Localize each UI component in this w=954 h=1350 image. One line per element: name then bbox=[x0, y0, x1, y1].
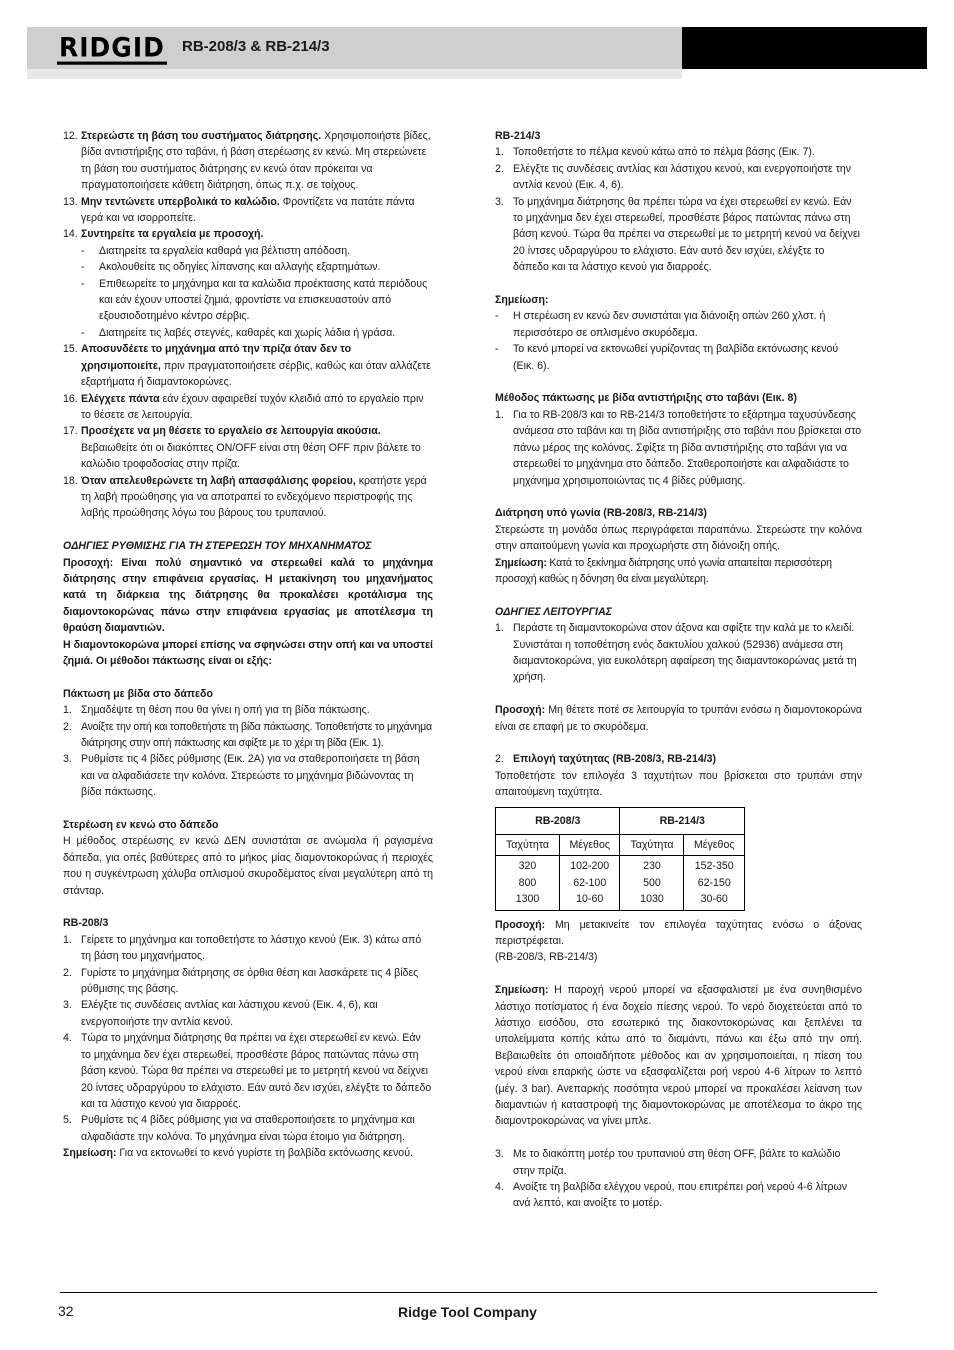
header-black-band bbox=[682, 27, 927, 69]
list-item: 2. Γυρίστε το μηχάνημα διάτρησης σε όρθια θέση και λασκάρετε τις 4 βίδες ρύθμισης της βάσης. bbox=[63, 966, 419, 996]
note: Σημείωση: Για να εκτονωθεί το κενό γυρίστε τη βαλβίδα εκτόνωσης κενού. bbox=[63, 1147, 413, 1160]
warning-text: Η διαμοντοκορώνα μπορεί επίσης να σφηνώσει στην οπή και να υποστεί ζημιά. Οι μέθοδοι πάκτωσης είναι οι εξής: bbox=[63, 638, 433, 667]
list-item: 12. Στερεώστε τη βάση του συστήματος διάτρησης. Χρησιμοποιήστε βίδες, βίδα αντιστήριξης στο ταβάνι, ή βάση στερέωσης εν κενώ. Μη στερεώνετε τη βάση του συστήματος διάτρησης εν κενώ όταν πρόκειται να πραγματοποιήσετε κάθετη διάτρηση, όπως π.χ. σε τοίχους. bbox=[63, 130, 431, 192]
subsection-heading: Στερέωση εν κενώ στο δάπεδο bbox=[63, 819, 219, 832]
list-item: 1. Για το RB-208/3 και το RB-214/3 τοποθετήστε το εξάρτημα ταχυσύνδεσης ανάμεσα στο ταβάνι και τη βίδα αντιστήριξης στο ταβάνι που βρίσκεται στο πάνω μέρος της κολόνας. Σφίξτε τη βίδα αντιστήριξης στο ταβάνι για να στερεωθεί το μηχάνημα στο δάπεδο. Σταθεροποιήστε και αλφαδιάστε το μηχάνημα χρησιμοποιώντας τις 4 βίδες ρύθμισης. bbox=[495, 408, 862, 487]
table-cell: 320 800 1300 bbox=[496, 856, 560, 910]
table-row bbox=[496, 856, 745, 910]
dash-item: - Το κενό μπορεί να εκτονωθεί γυρίζοντας τη βαλβίδα εκτόνωσης κενού (Εικ. 6). bbox=[495, 343, 839, 372]
page-header bbox=[27, 27, 927, 69]
caution: Προσοχή: Μη μετακινείτε τον επιλογέα ταχύτητας ενόσω ο άξονας περιστρέφεται. bbox=[495, 918, 862, 947]
table-cell: 102-200 62-100 10-60 bbox=[559, 856, 620, 910]
list-item: 1. Περάστε τη διαμαντοκορώνα στον άξονα και σφίξτε την καλά με το κλειδί. Συνιστάται η τοποθέτηση ενός δακτυλίου χαλκού (52936) ανάμεσα στη διαμαντοκορώνα, για ευκολότερη αφαίρεση της διαμαντοκορώνας μετά τη χρήση. bbox=[495, 622, 857, 684]
dash-item: - Διατηρείτε τα εργαλεία καθαρά για βέλτιστη απόδοση. bbox=[81, 244, 351, 257]
list-item: 2. Ανοίξτε την οπή και τοποθετήστε τη βίδα πάκτωσης. Τοποθετήστε το μηχάνημα διάτρησης στην οπή πάκτωσης και σφίξτε με το χέρι τη βίδα (Εικ. 1). bbox=[63, 720, 432, 749]
table-group-header: RB-214/3 bbox=[620, 807, 745, 834]
list-item: 2. Ελέγξτε τις συνδέσεις αντλίας και λάστιχου κενού, και ενεργοποιήστε την αντλία κενού (Εικ. 4, 6). bbox=[495, 162, 852, 192]
page-number: 32 bbox=[58, 1303, 74, 1319]
subsection-heading: RB-214/3 bbox=[495, 130, 541, 142]
list-item: 2. Επιλογή ταχύτητας (RB-208/3, RB-214/3) bbox=[495, 753, 717, 766]
paragraph: Στερεώστε τη μονάδα όπως περιγράφεται παραπάνω. Στερεώστε την κολόνα στην απαιτούμενη γωνία και προχωρήστε στη διάνοιξη οπής. bbox=[495, 523, 862, 553]
caution: Προσοχή: Μη θέτετε ποτέ σε λειτουργία το τρυπάνι ενόσω η διαμοντοκορώνα είναι σε επαφή με το σκυρόδεμα. bbox=[495, 704, 862, 733]
caution-models: (RB-208/3, RB-214/3) bbox=[495, 951, 598, 964]
note: Σημείωση: Κατά το ξεκίνημα διάτρησης υπό γωνία απαιτείται περισσότερη προσοχή καθώς η δόνηση θα είναι μεγαλύτερη. bbox=[495, 556, 832, 585]
list-item: 3. Με το διακόπτη μοτέρ του τρυπανιού στη θέση OFF, βάλτε το καλώδιο στην πρίζα. bbox=[495, 1148, 841, 1177]
subsection-heading: Σημείωση: bbox=[495, 294, 549, 307]
right-column bbox=[495, 128, 862, 1212]
paragraph: Η μέθοδος στερέωσης εν κενώ ΔΕΝ συνιστάται σε ανώμαλα ή ραγισμένα δάπεδα, για οπές βαθύτερες από το μήκος μίας διαμοντοκορώνας ή περιοχές που η συγκέντρωση χάλυβα οπλισμού σκυροδέματος είναι μεγαλύτερη από τη στάνταρ. bbox=[63, 835, 433, 897]
footer-divider bbox=[60, 1292, 877, 1293]
table-cell: 230 500 1030 bbox=[620, 856, 684, 910]
list-item: 5. Ρυθμίστε τις 4 βίδες ρύθμισης για να σταθεροποιήσετε το μηχάνημα και αλφαδιάστε την κολόνα. Το μηχάνημα είναι τώρα έτοιμο για διάτρηση. bbox=[63, 1114, 415, 1143]
list-item: 14. Συντηρείτε τα εργαλεία με προσοχή. bbox=[63, 228, 264, 241]
list-item: 4. Ανοίξτε τη βαλβίδα ελέγχου νερού, που επιτρέπει ροή νερού 4-6 λίτρων ανά λεπτό, και ανοίξτε το μοτέρ. bbox=[495, 1181, 848, 1210]
page-title: RB-208/3 & RB-214/3 bbox=[182, 38, 330, 55]
list-item: 1. Τοποθετήστε το πέλμα κενού κάτω από το πέλμα βάσης (Εικ. 7). bbox=[495, 146, 815, 159]
section-heading: ΟΔΗΓΙΕΣ ΡΥΘΜΙΣΗΣ ΓΙΑ ΤΗ ΣΤΕΡΕΩΣΗ ΤΟΥ ΜΗΧΑΝΗΜΑΤΟΣ bbox=[63, 540, 372, 553]
warning-text: Προσοχή: Είναι πολύ σημαντικό να στερεωθεί καλά το μηχάνημα διάτρησης στην επιφάνεια εργασίας. Η μετακίνηση του μηχανήματος κατά τη διάρκεια της διάτρησης θα προκαλέσει κροτάλισμα της διαμοντοκορώνας πάνω στην επιφάνεια εργασίας με αποτέλεσμα τη θραύση διαμαντιών. bbox=[63, 556, 433, 635]
list-item: 3. Το μηχάνημα διάτρησης θα πρέπει τώρα να έχει στερεωθεί εν κενώ. Εάν το μηχάνημα δεν έχει στερεωθεί, προσθέστε βάρος πατώντας πάνω στη βάση κενού. Τώρα θα πρέπει να στερεωθεί με το μετρητή κενού να δείχνει 20 ίντσες υδραργύρου το ελάχιστο. Εάν αυτό δεν ισχύει, ελέγξτε το δάπεδο και τα λάστιχο κενού για διαρροές. bbox=[495, 195, 861, 274]
table-header: Ταχύτητα bbox=[620, 834, 684, 855]
paragraph: Τοποθετήστε τον επιλογέα 3 ταχυτήτων που βρίσκεται στο τρυπάνι στην απαιτούμενη ταχύτητα. bbox=[495, 769, 862, 799]
list-item: 15. Αποσυνδέετε το μηχάνημα από την πρίζα όταν δεν το χρησιμοποιείτε, πριν πραγματοποιήσετε σέρβις, καθώς και όταν αλλάζετε εξαρτήματα ή διαμαντοκορώνες. bbox=[63, 343, 431, 389]
list-item: 3. Ελέγξτε τις συνδέσεις αντλίας και λάστιχου κενού (Εικ. 4, 6), και ενεργοποιήστε την αντλία κενού. bbox=[63, 999, 378, 1028]
table-cell: 152-350 62-150 30-60 bbox=[684, 856, 745, 910]
company-name: Ridge Tool Company bbox=[398, 1304, 537, 1320]
header-gray-band bbox=[27, 27, 682, 69]
list-item: 13. Μην τεντώνετε υπερβολικά το καλώδιο. Φροντίζετε να πατάτε πάντα γερά και να ισορροπείτε. bbox=[63, 195, 415, 225]
list-item: 3. Ρυθμίστε τις 4 βίδες ρύθμισης (Εικ. 2A) για να σταθεροποιήσετε τη βάση και να αλφαδιάσετε την κολόνα. Στερεώστε το μηχάνημα βιδώνοντας τη βίδα πάκτωσης. bbox=[63, 753, 420, 799]
table-header: Ταχύτητα bbox=[496, 834, 560, 855]
table-header: Μέγεθος bbox=[684, 834, 745, 855]
header-subbar bbox=[27, 69, 682, 79]
speed-table bbox=[495, 807, 745, 911]
dash-item: - Ακολουθείτε τις οδηγίες λίπανσης και αλλαγής εξαρτημάτων. bbox=[81, 261, 381, 274]
table-header: Μέγεθος bbox=[559, 834, 620, 855]
dash-item: - Η στερέωση εν κενώ δεν συνιστάται για διάνοιξη οπών 260 χλστ. ή περισσότερο σε οπλισμένο σκυρόδεμα. bbox=[495, 310, 826, 339]
ridgid-logo: RIDGID bbox=[57, 34, 167, 64]
list-item: 18. Όταν απελευθερώνετε τη λαβή απασφάλισης φορείου, κρατήστε γερά τη λαβή προώθησης για να αποτραπεί το ενδεχόμενο περιστροφής της λαβής προώθησης λόγω του βάρους του τρυπανιού. bbox=[63, 474, 427, 520]
subsection-heading: Πάκτωση με βίδα στο δάπεδο bbox=[63, 687, 213, 700]
section-heading: ΟΔΗΓΙΕΣ ΛΕΙΤΟΥΡΓΙΑΣ bbox=[495, 605, 612, 618]
list-item: 1. Γείρετε το μηχάνημα και τοποθετήστε το λάστιχο κενού (Εικ. 3) κάτω από τη βάση του μηχανήματος. bbox=[63, 933, 422, 963]
list-item: 4. Τώρα το μηχάνημα διάτρησης θα πρέπει να έχει στερεωθεί εν κενώ. Εάν το μηχάνημα δεν έχει στερεωθεί, προσθέστε βάρος πατώντας πάνω στη βάση κενού. Τώρα θα πρέπει να στερεωθεί με το μετρητή κενού να δείχνει 20 ίντσες υδραργύρου το ελάχιστο. Εάν αυτό δεν ισχύει, ελέγξτε το δάπεδο και τα λάστιχο κενού για διαρροές. bbox=[63, 1032, 432, 1110]
table-group-header: RB-208/3 bbox=[496, 807, 620, 834]
dash-item: - Επιθεωρείτε το μηχάνημα και τα καλώδια προέκτασης κατά περιόδους και εάν έχουν υποστεί ζημιά, φροντίστε να επισκευαστούν από εξουσιοδοτημένο κέντρο σέρβις. bbox=[81, 277, 428, 323]
dash-item: - Διατηρείτε τις λαβές στεγνές, καθαρές και χωρίς λάδια ή γράσα. bbox=[81, 326, 396, 339]
list-item: 1. Σημαδέψτε τη θέση που θα γίνει η οπή για τη βίδα πάκτωσης. bbox=[63, 704, 370, 717]
subsection-heading: Διάτρηση υπό γωνία (RB-208/3, RB-214/3) bbox=[495, 507, 707, 520]
list-item: 16. Ελέγχετε πάντα εάν έχουν αφαιρεθεί τυχόν κλειδιά από το εργαλείο πριν το θέσετε σε λειτουργία. bbox=[63, 392, 424, 421]
left-column bbox=[63, 128, 433, 1162]
subsection-heading: Μέθοδος πάκτωσης με βίδα αντιστήριξης στο ταβάνι (Εικ. 8) bbox=[495, 392, 797, 405]
note: Σημείωση: Η παροχή νερού μπορεί να εξασφαλιστεί με ένα συνηθισμένο λάστιχο ποτίσματος ή ένα δοχείο πίεσης νερού. Το νερό διοχετεύεται από το λάστιχο εισόδου, στο εσωτερικό της διακοντοκορώνας και ξεπλένει τα υπολείμματα κοπής κάτω από το διαμάντι, πάνω και έξω από την οπή. Βεβαιωθείτε ότι οποιαδήποτε μέθοδος και αν χρησιμοποιείται, η πίεση του νερού είναι επαρκής ώστε να εξασφαλίζεται ροή νερού 4-6 λίτρων το λεπτό (μέγ. 3 bar). Ανεπαρκής ποσότητα νερού μπορεί να προκαλέσει λείανση των διαμαντιών ή καταστροφή της διαμοντοκορώνας με αποτέλεσμα το άκρο της διαμοντροκορώνας να γίνει μπλε. bbox=[495, 984, 862, 1128]
list-item: 17. Προσέχετε να μη θέσετε το εργαλείο σε λειτουργία ακούσια. Βεβαιωθείτε ότι οι διακόπτες ON/OFF είναι στη θέση OFF πριν βάλετε το καλώδιο τροφοδοσίας στην πρίζα. bbox=[63, 425, 421, 471]
subsection-heading: RB-208/3 bbox=[63, 917, 109, 930]
